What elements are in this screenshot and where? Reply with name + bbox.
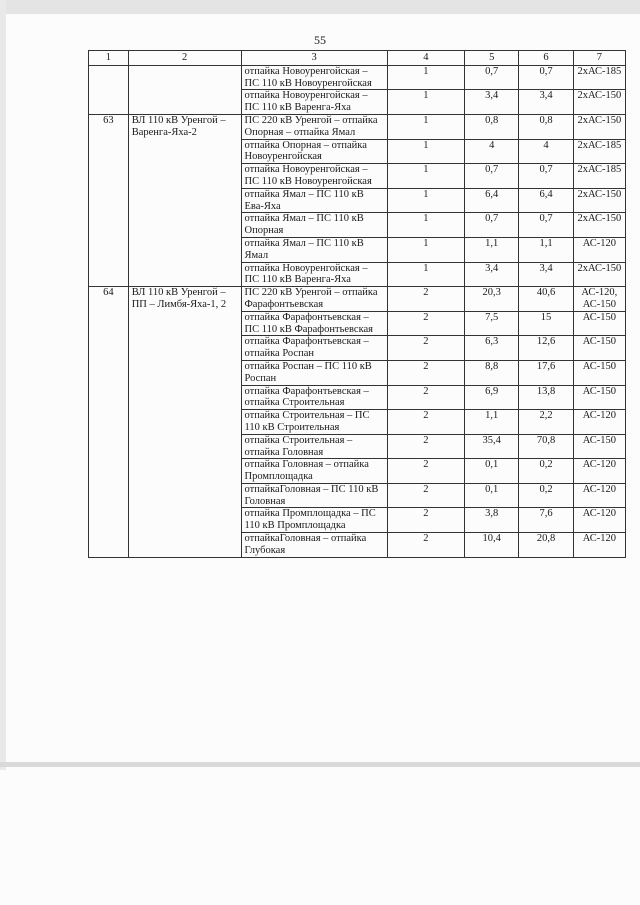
header-cell: 2 xyxy=(128,51,241,66)
circuits-cell: 1 xyxy=(387,262,464,287)
page-number: 55 xyxy=(314,33,326,47)
circuits-cell: 1 xyxy=(387,114,464,139)
scan-edge-bottom xyxy=(0,762,640,767)
section-cell: отпайка Головная – отпайка Промплощадка xyxy=(241,459,387,484)
wire-brand-cell: 2хАС-150 xyxy=(573,213,625,238)
total-length-cell: 1,1 xyxy=(519,237,573,262)
total-length-cell: 15 xyxy=(519,311,573,336)
section-cell: отпайка Фарафонтьевская – отпайка Строительная xyxy=(241,385,387,410)
circuits-cell: 1 xyxy=(387,188,464,213)
wire-brand-cell: 2хАС-185 xyxy=(573,65,625,90)
length-cell: 7,5 xyxy=(465,311,519,336)
header-row xyxy=(89,51,626,66)
total-length-cell: 13,8 xyxy=(519,385,573,410)
length-cell: 1,1 xyxy=(465,237,519,262)
wire-brand-cell: 2хАС-185 xyxy=(573,164,625,189)
circuits-cell: 1 xyxy=(387,139,464,164)
total-length-cell: 4 xyxy=(519,139,573,164)
circuits-cell: 1 xyxy=(387,237,464,262)
total-length-cell: 0,8 xyxy=(519,114,573,139)
circuits-cell: 2 xyxy=(387,483,464,508)
wire-brand-cell: АС-120 xyxy=(573,508,625,533)
length-cell: 3,4 xyxy=(465,262,519,287)
section-cell: отпайка Роспан – ПС 110 кВ Роспан xyxy=(241,360,387,385)
total-length-cell: 3,4 xyxy=(519,90,573,115)
circuits-cell: 1 xyxy=(387,65,464,90)
wire-brand-cell: 2хАС-150 xyxy=(573,188,625,213)
lines-table xyxy=(88,50,626,558)
total-length-cell: 70,8 xyxy=(519,434,573,459)
section-cell: отпайка Новоуренгойская – ПС 110 кВ Новоуренгойская xyxy=(241,65,387,90)
circuits-cell: 2 xyxy=(387,360,464,385)
scan-edge-left xyxy=(0,0,6,770)
total-length-cell: 0,7 xyxy=(519,65,573,90)
section-cell: отпайка Ямал – ПС 110 кВ Ева-Яха xyxy=(241,188,387,213)
section-cell: отпайка Новоуренгойская – ПС 110 кВ Варенга-Яха xyxy=(241,262,387,287)
total-length-cell: 40,6 xyxy=(519,287,573,312)
wire-brand-cell: АС-120 xyxy=(573,459,625,484)
wire-brand-cell: АС-150 xyxy=(573,336,625,361)
circuits-cell: 2 xyxy=(387,287,464,312)
total-length-cell: 7,6 xyxy=(519,508,573,533)
section-cell: отпайка Ямал – ПС 110 кВ Опорная xyxy=(241,213,387,238)
line-number-cell xyxy=(89,65,129,114)
wire-brand-cell: 2хАС-150 xyxy=(573,262,625,287)
circuits-cell: 1 xyxy=(387,213,464,238)
line-number-cell: 63 xyxy=(89,114,129,286)
circuits-cell: 2 xyxy=(387,336,464,361)
length-cell: 20,3 xyxy=(465,287,519,312)
wire-brand-cell: АС-120, АС-150 xyxy=(573,287,625,312)
wire-brand-cell: АС-120 xyxy=(573,410,625,435)
length-cell: 6,9 xyxy=(465,385,519,410)
total-length-cell: 0,2 xyxy=(519,483,573,508)
line-name-cell: ВЛ 110 кВ Уренгой – ПП – Лимбя-Яха-1, 2 xyxy=(128,287,241,558)
circuits-cell: 2 xyxy=(387,459,464,484)
header-cell: 6 xyxy=(519,51,573,66)
header-cell: 7 xyxy=(573,51,625,66)
total-length-cell: 12,6 xyxy=(519,336,573,361)
total-length-cell: 3,4 xyxy=(519,262,573,287)
header-cell: 5 xyxy=(465,51,519,66)
header-cell: 4 xyxy=(387,51,464,66)
section-cell: отпайка Фарафонтьевская – ПС 110 кВ Фарафонтьевская xyxy=(241,311,387,336)
length-cell: 0,7 xyxy=(465,213,519,238)
total-length-cell: 0,7 xyxy=(519,164,573,189)
header-cell: 3 xyxy=(241,51,387,66)
table-row xyxy=(89,114,626,139)
line-name-cell: ВЛ 110 кВ Уренгой – Варенга-Яха-2 xyxy=(128,114,241,286)
wire-brand-cell: АС-150 xyxy=(573,360,625,385)
total-length-cell: 20,8 xyxy=(519,533,573,558)
wire-brand-cell: АС-120 xyxy=(573,533,625,558)
wire-brand-cell: АС-150 xyxy=(573,311,625,336)
length-cell: 35,4 xyxy=(465,434,519,459)
length-cell: 0,7 xyxy=(465,164,519,189)
circuits-cell: 2 xyxy=(387,410,464,435)
total-length-cell: 6,4 xyxy=(519,188,573,213)
wire-brand-cell: 2хАС-185 xyxy=(573,139,625,164)
length-cell: 4 xyxy=(465,139,519,164)
circuits-cell: 1 xyxy=(387,90,464,115)
circuits-cell: 2 xyxy=(387,508,464,533)
section-cell: отпайка Новоуренгойская – ПС 110 кВ Варенга-Яха xyxy=(241,90,387,115)
table-body xyxy=(89,65,626,557)
wire-brand-cell: АС-120 xyxy=(573,237,625,262)
section-cell: отпайка Новоуренгойская – ПС 110 кВ Новоуренгойская xyxy=(241,164,387,189)
table-row xyxy=(89,65,626,90)
length-cell: 6,3 xyxy=(465,336,519,361)
wire-brand-cell: АС-120 xyxy=(573,483,625,508)
section-cell: отпайка Опорная – отпайка Новоуренгойская xyxy=(241,139,387,164)
section-cell: ПС 220 кВ Уренгой – отпайка Опорная – отпайка Ямал xyxy=(241,114,387,139)
wire-brand-cell: 2хАС-150 xyxy=(573,90,625,115)
circuits-cell: 1 xyxy=(387,164,464,189)
length-cell: 0,7 xyxy=(465,65,519,90)
length-cell: 1,1 xyxy=(465,410,519,435)
length-cell: 0,8 xyxy=(465,114,519,139)
circuits-cell: 2 xyxy=(387,311,464,336)
total-length-cell: 0,2 xyxy=(519,459,573,484)
circuits-cell: 2 xyxy=(387,385,464,410)
total-length-cell: 0,7 xyxy=(519,213,573,238)
scan-edge-top xyxy=(0,0,640,14)
section-cell: отпайкаГоловная – ПС 110 кВ Головная xyxy=(241,483,387,508)
section-cell: отпайка Строительная – ПС 110 кВ Строительная xyxy=(241,410,387,435)
length-cell: 10,4 xyxy=(465,533,519,558)
length-cell: 3,8 xyxy=(465,508,519,533)
wire-brand-cell: АС-150 xyxy=(573,385,625,410)
section-cell: ПС 220 кВ Уренгой – отпайка Фарафонтьевская xyxy=(241,287,387,312)
section-cell: отпайка Фарафонтьевская – отпайка Роспан xyxy=(241,336,387,361)
length-cell: 6,4 xyxy=(465,188,519,213)
section-cell: отпайка Ямал – ПС 110 кВ Ямал xyxy=(241,237,387,262)
line-number-cell: 64 xyxy=(89,287,129,558)
circuits-cell: 2 xyxy=(387,533,464,558)
length-cell: 0,1 xyxy=(465,483,519,508)
total-length-cell: 17,6 xyxy=(519,360,573,385)
length-cell: 8,8 xyxy=(465,360,519,385)
section-cell: отпайкаГоловная – отпайка Глубокая xyxy=(241,533,387,558)
wire-brand-cell: 2хАС-150 xyxy=(573,114,625,139)
section-cell: отпайка Строительная – отпайка Головная xyxy=(241,434,387,459)
total-length-cell: 2,2 xyxy=(519,410,573,435)
header-cell: 1 xyxy=(89,51,129,66)
table-row xyxy=(89,287,626,312)
length-cell: 3,4 xyxy=(465,90,519,115)
length-cell: 0,1 xyxy=(465,459,519,484)
wire-brand-cell: АС-150 xyxy=(573,434,625,459)
circuits-cell: 2 xyxy=(387,434,464,459)
line-name-cell xyxy=(128,65,241,114)
section-cell: отпайка Промплощадка – ПС 110 кВ Промплощадка xyxy=(241,508,387,533)
